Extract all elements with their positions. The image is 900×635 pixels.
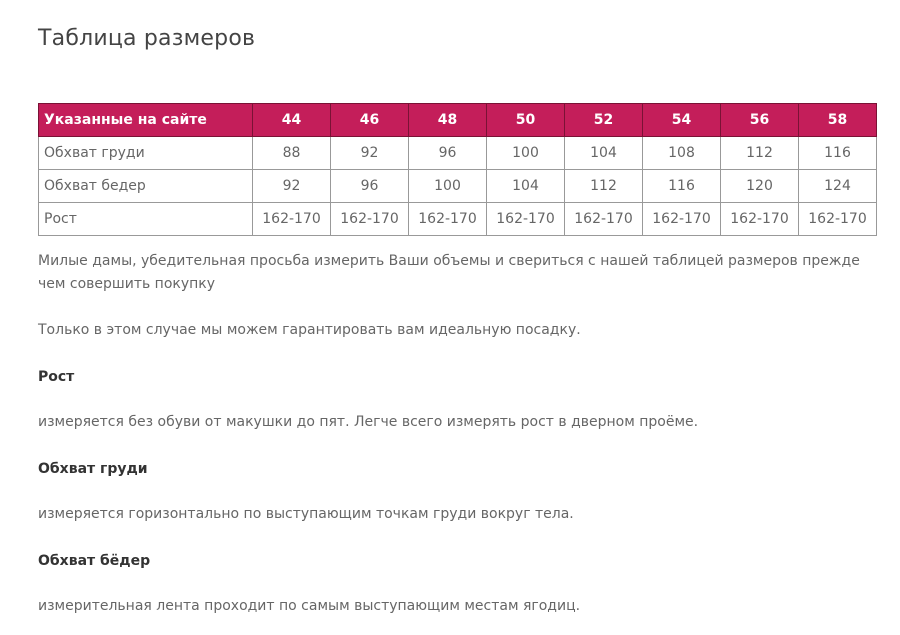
page-title: Таблица размеров — [38, 26, 256, 51]
size-header-cell: 44 — [253, 104, 331, 137]
table-row — [39, 137, 877, 170]
height-heading: Рост — [38, 369, 75, 385]
table-cell: 162-170 — [721, 203, 799, 236]
table-cell: 120 — [721, 170, 799, 203]
size-header-cell: 48 — [409, 104, 487, 137]
table-cell: 162-170 — [409, 203, 487, 236]
table-cell: 104 — [565, 137, 643, 170]
table-cell: 162-170 — [487, 203, 565, 236]
table-cell: 104 — [487, 170, 565, 203]
row-label-height: Рост — [39, 203, 253, 236]
table-cell: 108 — [643, 137, 721, 170]
hips-description: измерительная лента проходит по самым выступающим местам ягодиц. — [38, 598, 581, 614]
table-cell: 162-170 — [799, 203, 877, 236]
guarantee-paragraph: Только в этом случае мы можем гарантировать вам идеальную посадку. — [38, 322, 581, 338]
table-cell: 112 — [565, 170, 643, 203]
hips-heading: Обхват бёдер — [38, 553, 151, 569]
table-cell: 96 — [409, 137, 487, 170]
table-cell: 88 — [253, 137, 331, 170]
table-cell: 124 — [799, 170, 877, 203]
table-cell: 92 — [253, 170, 331, 203]
table-cell: 162-170 — [643, 203, 721, 236]
table-cell: 116 — [643, 170, 721, 203]
table-cell: 100 — [409, 170, 487, 203]
table-header-row — [39, 104, 877, 137]
height-description: измеряется без обуви от макушки до пят. Легче всего измерять рост в дверном проёме. — [38, 414, 699, 430]
table-cell: 100 — [487, 137, 565, 170]
size-header-cell: 46 — [331, 104, 409, 137]
size-header-cell: 52 — [565, 104, 643, 137]
chest-heading: Обхват груди — [38, 461, 148, 477]
table-cell: 162-170 — [331, 203, 409, 236]
size-header-cell: 50 — [487, 104, 565, 137]
table-cell: 112 — [721, 137, 799, 170]
size-header-cell: 56 — [721, 104, 799, 137]
row-label-hips: Обхват бедер — [39, 170, 253, 203]
table-header-label: Указанные на сайте — [39, 104, 253, 137]
intro-paragraph: Милые дамы, убедительная просьба измерить Ваши объемы и свериться с нашей таблицей размеров прежде чем совершить покупку — [38, 253, 860, 292]
table-cell: 162-170 — [253, 203, 331, 236]
table-cell: 92 — [331, 137, 409, 170]
size-table — [38, 103, 877, 236]
chest-description: измеряется горизонтально по выступающим точкам груди вокруг тела. — [38, 506, 574, 522]
table-cell: 116 — [799, 137, 877, 170]
table-row — [39, 170, 877, 203]
size-header-cell: 54 — [643, 104, 721, 137]
table-cell: 162-170 — [565, 203, 643, 236]
size-header-cell: 58 — [799, 104, 877, 137]
row-label-chest: Обхват груди — [39, 137, 253, 170]
table-cell: 96 — [331, 170, 409, 203]
table-row — [39, 203, 877, 236]
